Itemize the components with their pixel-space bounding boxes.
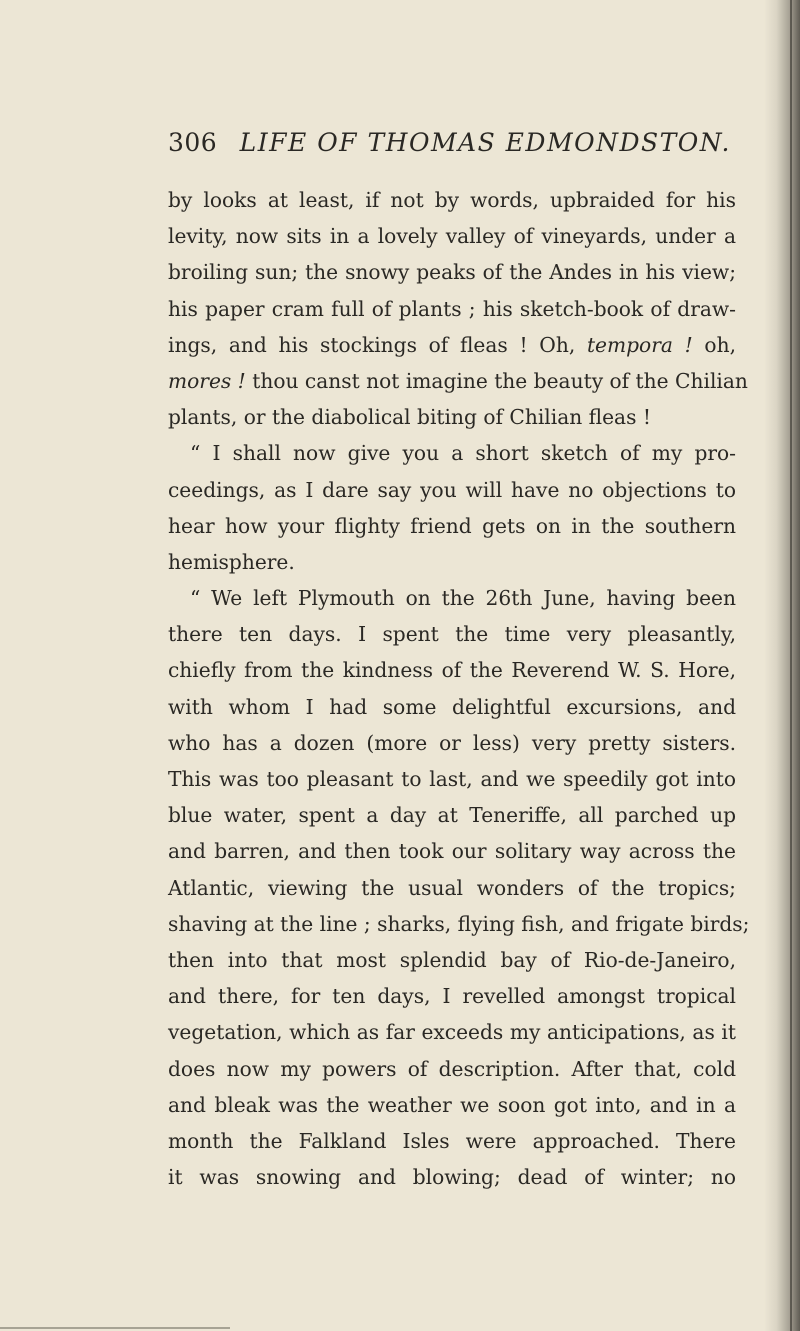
text-run: ings, and his stockings of fleas ! Oh, xyxy=(168,332,587,357)
text-run: there ten days. I spent the time very pleasantly, xyxy=(168,622,736,647)
text-run: hemisphere. xyxy=(168,549,295,574)
text-run: thou canst not imagine the beauty of the Chilian xyxy=(245,368,748,393)
text-line xyxy=(168,797,736,833)
text-run: month the Falkland Isles were approached. There xyxy=(168,1128,736,1153)
text-run: blue water, spent a day at Teneriffe, all parched up xyxy=(168,803,736,828)
text-run: then into that most splendid bay of Rio-de-Janeiro, xyxy=(168,947,736,972)
text-run: and bleak was the weather we soon got into, and in a xyxy=(168,1092,736,1117)
text-line xyxy=(168,544,736,580)
text-run: broiling sun; the snowy peaks of the Andes in his view; xyxy=(168,260,736,285)
page-number: 306 xyxy=(168,128,218,157)
text-line xyxy=(168,725,736,761)
text-line xyxy=(168,870,736,906)
text-line xyxy=(168,761,736,797)
text-run: his paper cram full of plants ; his sketch-book of draw- xyxy=(168,296,736,321)
text-run: plants, or the diabolical biting of Chilian fleas ! xyxy=(168,405,651,430)
bottom-rule xyxy=(0,1327,230,1329)
text-line xyxy=(168,906,750,942)
text-run: This was too pleasant to last, and we speedily got into xyxy=(168,767,736,791)
text-line xyxy=(168,508,736,544)
text-line xyxy=(168,1014,736,1050)
body-text xyxy=(168,182,750,1195)
text-line xyxy=(168,1051,736,1087)
text-run: “ I shall now give you a short sketch of my pro- xyxy=(190,441,736,466)
page-edge-line xyxy=(790,0,792,1331)
text-run: shaving at the line ; sharks, flying fish, and frigate birds; xyxy=(168,911,750,936)
text-run: hear how your flighty friend gets on in the southern xyxy=(168,513,736,538)
text-line xyxy=(168,652,736,688)
text-line xyxy=(168,616,736,652)
text-line xyxy=(168,327,736,363)
text-line xyxy=(168,399,736,435)
text-line xyxy=(168,580,736,616)
running-title: LIFE OF THOMAS EDMONDSTON. xyxy=(239,128,732,157)
text-line xyxy=(168,1087,736,1123)
running-header xyxy=(168,128,731,157)
page-edge-shadow xyxy=(764,0,800,1331)
text-line xyxy=(168,942,736,978)
text-run: levity, now sits in a lovely valley of vineyards, under a xyxy=(168,224,736,249)
text-run: Atlantic, viewing the usual wonders of the tropics; xyxy=(168,875,736,900)
text-line xyxy=(168,1159,736,1195)
text-run: oh, xyxy=(692,332,736,357)
text-run: chiefly from the kindness of the Reverend W. S. Hore, xyxy=(168,658,736,683)
text-line xyxy=(168,291,736,327)
text-run: does now my powers of description. After that, cold xyxy=(168,1056,736,1081)
text-line xyxy=(168,218,736,254)
text-line xyxy=(168,472,736,508)
text-line xyxy=(168,182,736,218)
text-run: it was snowing and blowing; dead of winter; no xyxy=(168,1165,736,1190)
italic-phrase: tempora ! xyxy=(586,332,693,357)
text-line xyxy=(168,978,736,1014)
text-run: vegetation, which as far exceeds my anticipations, as it xyxy=(168,1020,736,1045)
text-run: ceedings, as I dare say you will have no objections to xyxy=(168,477,736,502)
text-run: and barren, and then took our solitary way across the xyxy=(168,839,736,864)
text-run: and there, for ten days, I revelled amongst tropical xyxy=(168,984,736,1009)
text-line xyxy=(168,435,736,471)
text-line xyxy=(168,1123,736,1159)
text-run: “ We left Plymouth on the 26th June, having been xyxy=(190,586,736,611)
text-run: by looks at least, if not by words, upbraided for his xyxy=(168,188,736,212)
text-run: who has a dozen (more or less) very pretty sisters. xyxy=(168,730,736,755)
text-line xyxy=(168,833,736,869)
italic-phrase: mores ! xyxy=(168,368,246,393)
text-run: with whom I had some delightful excursions, and xyxy=(168,694,736,719)
text-line xyxy=(168,254,736,290)
text-line xyxy=(168,363,748,399)
text-line xyxy=(168,689,736,725)
